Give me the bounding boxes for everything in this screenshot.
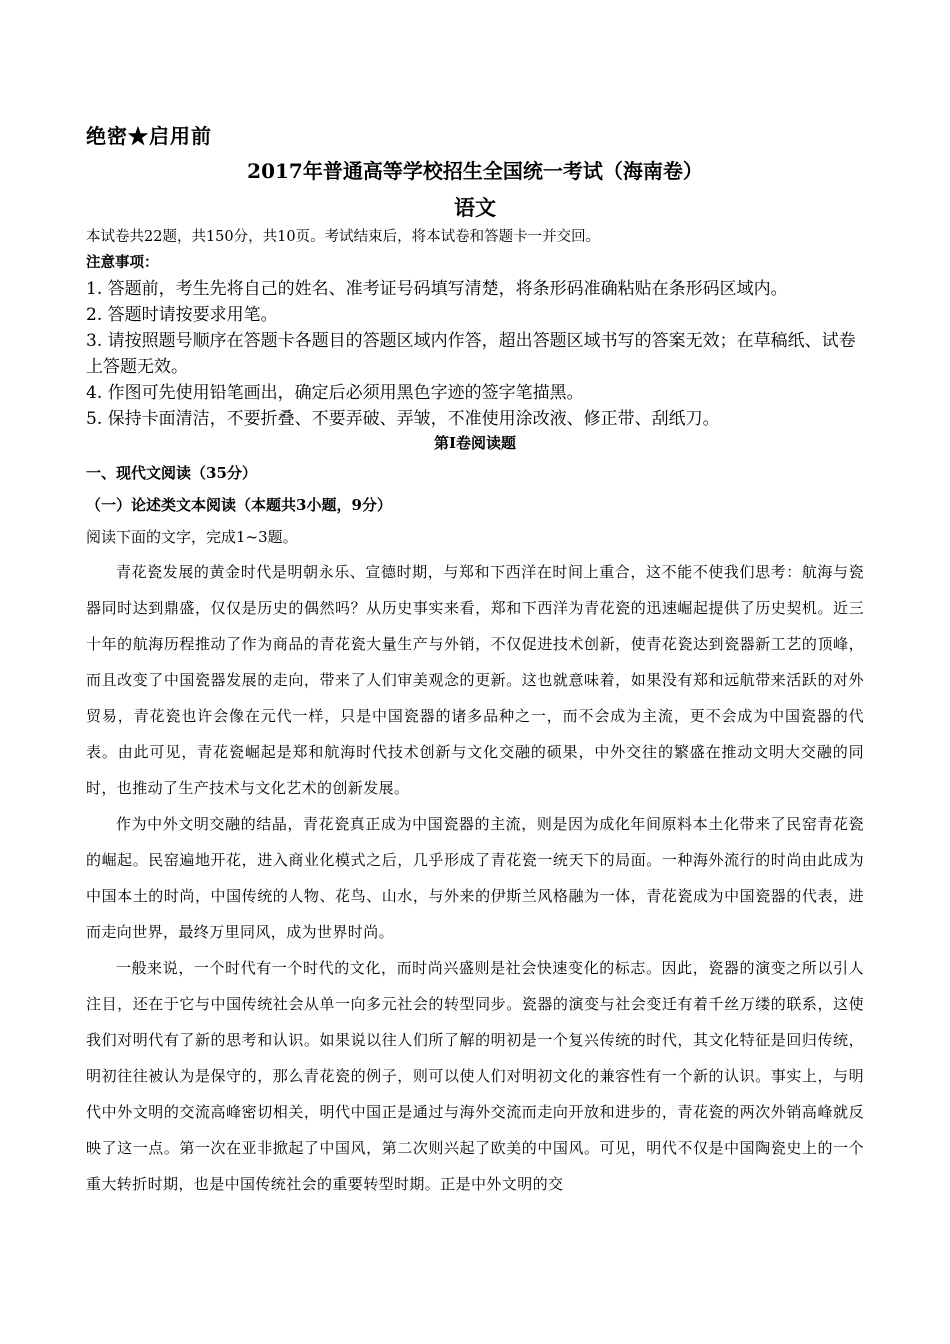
exam-title: 2017年普通高等学校招生全国统一考试（海南卷）	[247, 159, 703, 183]
confidential-label: 绝密★启用前	[86, 124, 212, 148]
notice-heading: 注意事项：	[86, 254, 159, 271]
notice-item: 1. 答题前，考生先将自己的姓名、准考证号码填写清楚，将条形码准确粘贴在条形码区域内。	[86, 279, 788, 299]
passage-paragraph: 一般来说，一个时代有一个时代的文化，而时尚兴盛则是社会快速变化的标志。因此，瓷器的演变之所以引人注目，还在于它与中国传统社会从单一向多元社会的转型同步。瓷器的演变与社会变迁有着千丝万缕的联系，这使我们对明代有了新的思考和认识。如果说以往人们所了解的明初是一个复兴传统的时代，其文化特征是回归传统，明初往往被认为是保守的，那么青花瓷的例子，则可以使人们对明初文化的兼容性有一个新的认识。事实上，与明代中外文明的交流高峰密切相关，明代中国正是通过与海外交流而走向开放和进步的，青花瓷的两次外销高峰就反映了这一点。第一次在亚非掀起了中国风，第二次则兴起了欧美的中国风。可见，明代不仅是中国陶瓷史上的一个重大转折时期，也是中国传统社会的重要转型时期。正是中外文明的交	[86, 959, 864, 1193]
reading-passage	[86, 554, 864, 1202]
notice-item: 2. 答题时请按要求用笔。	[86, 305, 278, 325]
passage-paragraph: 青花瓷发展的黄金时代是明朝永乐、宣德时期，与郑和下西洋在时间上重合，这不能不使我们思考：航海与瓷器同时达到鼎盛，仅仅是历史的偶然吗？从历史事实来看，郑和下西洋为青花瓷的迅速崛起提供了历史契机。近三十年的航海历程推动了作为商品的青花瓷大量生产与外销，不仅促进技术创新，使青花瓷达到瓷器新工艺的顶峰，而且改变了中国瓷器发展的走向，带来了人们审美观念的更新。这也就意味着，如果没有郑和远航带来活跃的对外贸易，青花瓷也许会像在元代一样，只是中国瓷器的诸多品种之一，而不会成为主流，更不会成为中国瓷器的代表。由此可见，青花瓷崛起是郑和航海时代技术创新与文化交融的硕果，中外交往的繁盛在推动文明大交融的同时，也推动了生产技术与文化艺术的创新发展。	[86, 563, 864, 797]
passage-paragraph: 作为中外文明交融的结晶，青花瓷真正成为中国瓷器的主流，则是因为成化年间原料本土化带来了民窑青花瓷的崛起。民窑遍地开花，进入商业化模式之后，几乎形成了青花瓷一统天下的局面。一种海外流行的时尚由此成为中国本土的时尚，中国传统的人物、花鸟、山水，与外来的伊斯兰风格融为一体，青花瓷成为中国瓷器的代表，进而走向世界，最终万里同风，成为世界时尚。	[86, 815, 864, 941]
subject-title: 语文	[454, 195, 496, 220]
part-title: 第Ⅰ卷阅读题	[433, 434, 517, 452]
section-title: 一、现代文阅读（35分）	[86, 464, 257, 482]
notice-item: 3. 请按照题号顺序在答题卡各题目的答题区域内作答，超出答题区域书写的答案无效；在草稿纸、试卷上答题无效。	[86, 331, 856, 377]
notice-list	[86, 276, 864, 432]
subsection-title: （一）论述类文本阅读（本题共3小题，9分）	[86, 496, 392, 514]
reading-instruction: 阅读下面的文字，完成1~3题。	[86, 528, 298, 546]
exam-intro: 本试卷共22题，共150分，共10页。考试结束后，将本试卷和答题卡一并交回。	[86, 229, 601, 245]
notice-item: 4. 作图可先使用铅笔画出，确定后必须用黑色字迹的签字笔描黑。	[86, 383, 584, 403]
notice-item: 5. 保持卡面清洁，不要折叠、不要弄破、弄皱，不准使用涂改液、修正带、刮纸刀。	[86, 409, 720, 429]
